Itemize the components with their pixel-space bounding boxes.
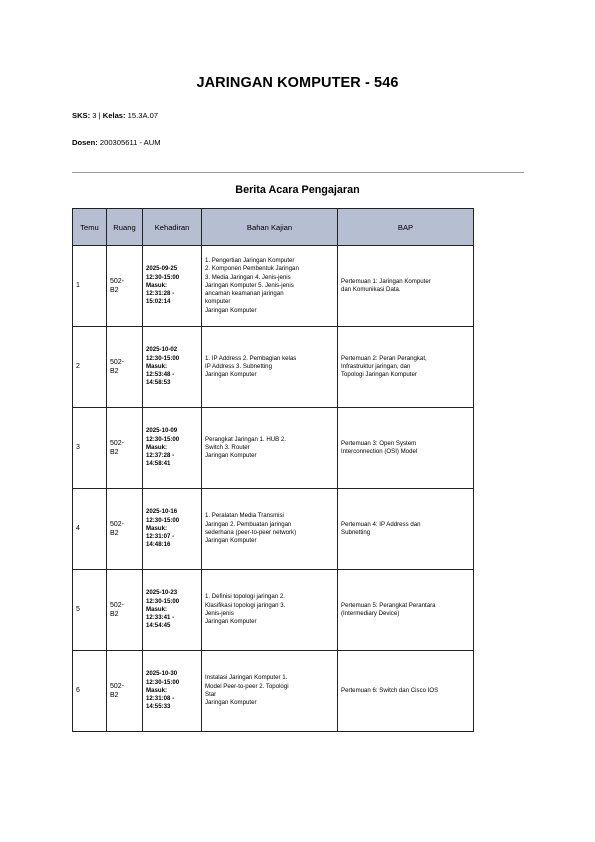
cell-kehadiran [143,246,202,327]
ruang-line: 502- [110,683,125,690]
cell-bahan-kajian [202,570,338,651]
kehadiran-line: 2025-10-02 [146,346,178,354]
bahan-line: Jaringan Komputer [205,452,257,460]
bahan-line: Jaringan Komputer [205,699,257,707]
cell-ruang [107,651,143,732]
kehadiran-line: 12:31:08 - [146,695,175,703]
cell-ruang [107,489,143,570]
bahan-line: Perangkat Jaringan 1. HUB 2. [205,435,286,443]
cell-bap [338,246,474,327]
kehadiran-line: 12:37:28 - [146,452,175,460]
bahan-line: 2. Komponen Pembentuk Jaringan [205,265,299,273]
kehadiran-line: 12:30-15:00 [146,435,180,443]
bahan-line: Jaringan Komputer [205,371,257,379]
bahan-line: Star [205,691,217,698]
cell-kehadiran [143,408,202,489]
ruang-line: 502- [110,440,125,447]
ruang-line: B2 [110,449,119,456]
bahan-line: ancaman keamanan jaringan [205,290,284,298]
kehadiran-line: 12:31:07 - [146,533,175,541]
ruang-line: 502- [110,602,125,609]
cell-bahan-kajian [202,246,338,327]
cell-temu: 2 [73,327,107,408]
bahan-line: IP Address 3. Subnetting [205,362,272,370]
cell-kehadiran [143,489,202,570]
kehadiran-line: 2025-10-30 [146,670,178,678]
bahan-line: Instalasi Jaringan Komputer 1. [205,674,288,682]
bap-line: Pertemuan 3: Open System [341,439,417,447]
ruang-line: B2 [110,368,119,375]
bahan-line: 1. Peralatan Media Transmisi [205,512,284,520]
bap-line: Infrastruktur jaringan, dan [341,362,411,370]
bahan-line: Klasifikasi topologi jaringan 3. [205,601,286,609]
kehadiran-line: 12:30-15:00 [146,273,180,281]
kehadiran-line: 12:30-15:00 [146,597,180,605]
bahan-line: 1. Definisi topologi jaringan 2. [205,593,285,601]
cell-bahan-kajian [202,327,338,408]
cell-kehadiran [143,570,202,651]
bap-line: Pertemuan 2: Peran Perangkat, [341,354,427,362]
ruang-line: 502- [110,278,125,285]
ruang-line: B2 [110,692,119,699]
bahan-line: Switch 3. Router [205,443,250,451]
header-bahan-kajian: Bahan Kajian [202,209,338,246]
bahan-line: 3. Media Jaringan 4. Jenis-jenis [205,273,291,281]
kehadiran-line: 12:30-15:00 [146,678,180,686]
header-bap: BAP [338,209,474,246]
section-title: Berita Acara Pengajaran [235,184,360,196]
cell-bap [338,570,474,651]
bap-line: dan Komunikasi Data. [341,286,401,293]
sks-label: SKS: [72,111,91,120]
bahan-line: Jaringan Komputer [205,306,257,314]
table-row [73,570,474,651]
kehadiran-line: 14:58:53 [146,379,171,387]
cell-bap [338,651,474,732]
cell-bap [338,489,474,570]
kehadiran-line: 12:33:41 - [146,614,175,622]
kehadiran-line: 12:30-15:00 [146,354,180,362]
kehadiran-line: Masuk: [146,362,167,370]
cell-temu: 1 [73,246,107,327]
bahan-line: komputer [205,298,231,306]
table-header-row [73,209,474,246]
kehadiran-line: 12:31:28 - [146,290,175,298]
header-ruang: Ruang [107,209,143,246]
cell-bap [338,408,474,489]
kehadiran-line: 15:02:14 [146,298,171,306]
divider [72,172,524,173]
kehadiran-line: 2025-09-25 [146,265,178,273]
kelas-value: 15.3A.07 [127,111,159,120]
kehadiran-line: 14:48:16 [146,541,171,549]
table-row [73,651,474,732]
bahan-line: sederhana (peer-to-peer network) [205,529,297,536]
cell-ruang [107,246,143,327]
cell-temu: 6 [73,651,107,732]
bap-line: Pertemuan 4: IP Address dan [341,520,421,528]
cell-kehadiran [143,651,202,732]
table-row [73,489,474,570]
bahan-line: Jaringan 2. Pembuatan jaringan [205,520,292,528]
table-row [73,246,474,327]
kehadiran-line: 14:55:33 [146,703,171,711]
cell-temu: 5 [73,570,107,651]
bap-line: Pertemuan 6: Switch dan Cisco IOS [341,686,439,694]
kehadiran-line: 12:53:48 - [146,371,175,379]
kehadiran-line: 12:30-15:00 [146,516,180,524]
bahan-line: 1. Pengertian Jaringan Komputer [205,256,295,264]
bahan-line: 1. IP Address 2. Pembagian kelas [205,354,297,362]
cell-bahan-kajian [202,408,338,489]
kehadiran-line: Masuk: [146,443,167,451]
bahan-line: Jaringan Komputer [205,618,257,626]
bap-line: Interconnection (OSI) Model [341,448,418,455]
bahan-line: Jaringan Komputer 5. Jenis-jenis [205,281,294,289]
kehadiran-line: Masuk: [146,605,167,613]
ruang-line: B2 [110,611,119,618]
dosen-label: Dosen: [72,138,98,147]
ruang-line: 502- [110,521,125,528]
kehadiran-line: Masuk: [146,524,167,532]
cell-ruang [107,570,143,651]
dosen-value: 200305611 - AUM [99,138,161,147]
table-row [73,408,474,489]
cell-bap [338,327,474,408]
ruang-line: 502- [110,359,125,366]
bahan-line: Model Peer-to-peer 2. Topologi [205,682,289,690]
kehadiran-line: 14:58:41 [146,460,171,468]
sks-value: 3 [92,111,97,120]
cell-temu: 3 [73,408,107,489]
kehadiran-line: 14:54:45 [146,622,171,630]
page-title: JARINGAN KOMPUTER - 546 [196,75,399,91]
kehadiran-line: Masuk: [146,281,167,289]
cell-kehadiran [143,327,202,408]
bahan-line: Jaringan Komputer [205,537,257,545]
bap-line: Pertemuan 5: Perangkat Perantara [341,601,436,609]
table-row [73,327,474,408]
kehadiran-line: 2025-10-23 [146,589,178,597]
meta-separator: | [98,111,101,120]
cell-ruang [107,327,143,408]
cell-ruang [107,408,143,489]
header-kehadiran: Kehadiran [143,209,202,246]
table-body [73,246,474,732]
kelas-label: Kelas: [102,111,126,120]
cell-temu: 4 [73,489,107,570]
kehadiran-line: 2025-10-09 [146,427,178,435]
kehadiran-line: Masuk: [146,686,167,694]
ruang-line: B2 [110,287,119,294]
dosen-line [72,138,161,147]
bap-line: Topologi Jaringan Komputer [341,371,417,379]
kehadiran-line: 2025-10-16 [146,508,178,516]
header-temu: Temu [73,209,107,246]
bap-line: Pertemuan 1: Jaringan Komputer [341,277,431,285]
bap-table [72,208,474,732]
cell-bahan-kajian [202,489,338,570]
cell-bahan-kajian [202,651,338,732]
bap-line: Subnetting [341,529,371,536]
bahan-line: Jenis-jenis [205,610,234,617]
ruang-line: B2 [110,530,119,537]
course-meta-line [72,111,158,120]
bap-line: (Intermediary Device) [341,610,400,617]
